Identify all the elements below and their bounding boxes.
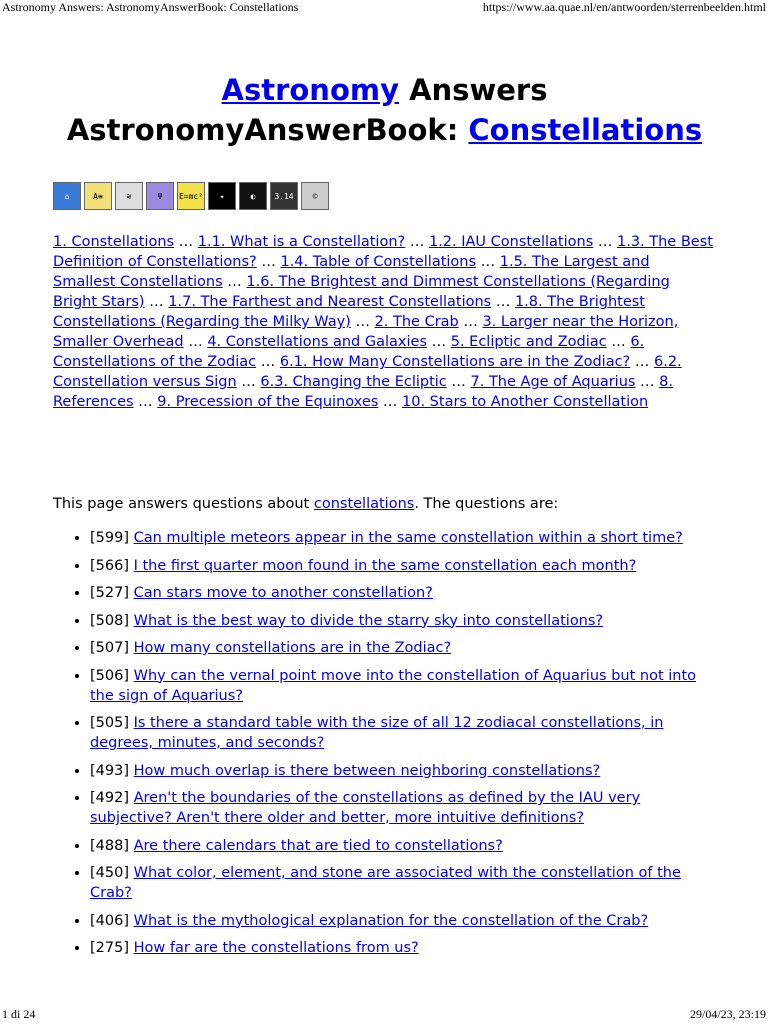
toc-link[interactable]: 1.2. IAU Constellations	[428, 234, 594, 250]
planet-icon[interactable]: ◐	[239, 182, 267, 210]
toc-separator: …	[236, 374, 261, 390]
question-item	[90, 761, 716, 781]
toc-separator: …	[405, 234, 429, 250]
toc-separator: …	[144, 294, 169, 310]
intro-after: . The questions are:	[414, 496, 559, 512]
question-item	[90, 611, 716, 631]
toc-link[interactable]: 2. The Crab	[374, 314, 459, 330]
question-id: [450]	[90, 865, 129, 881]
toc-link[interactable]: 6. Constellations of the Zodiac	[53, 334, 645, 370]
toc-link[interactable]: 1.8. The Brightest Constellations (Regarding the Milky Way)	[53, 294, 645, 330]
pages-icon[interactable]: ≋	[115, 182, 143, 210]
toc-link[interactable]: 5. Ecliptic and Zodiac	[450, 334, 607, 350]
print-datetime: 29/04/23, 23:19	[689, 1007, 766, 1021]
question-link[interactable]: How far are the constellations from us?	[133, 940, 419, 956]
toc-link[interactable]: 9. Precession of the Equinoxes	[157, 394, 379, 410]
print-header-url: https://www.aa.quae.nl/en/antwoorden/sterrenbeelden.html	[482, 0, 766, 14]
question-id: [406]	[90, 912, 129, 929]
question-link[interactable]: Is there a standard table with the size of all 12 zodiacal constellations, in degrees, minutes, and seconds?	[90, 715, 664, 751]
stars-icon[interactable]: ✦	[208, 182, 236, 210]
toc-separator: …	[491, 294, 515, 310]
question-item	[90, 713, 716, 753]
toc-separator: …	[350, 314, 375, 330]
toc-separator: …	[630, 354, 654, 370]
toc-link[interactable]: 4. Constellations and Galaxies	[207, 334, 427, 350]
question-id: [566]	[90, 557, 129, 574]
question-link[interactable]: Can stars move to another constellation?	[133, 585, 433, 601]
toc-separator: …	[427, 334, 451, 350]
question-item	[90, 528, 716, 548]
toc-separator: …	[256, 254, 281, 270]
page-number: 1 di 24	[2, 1007, 36, 1021]
toc-link[interactable]: 6.1. How Many Constellations are in the Zodiac?	[279, 354, 631, 370]
toc-link[interactable]: 3. Larger near the Horizon, Smaller Overhead	[53, 314, 679, 350]
title-text-1: Answers	[399, 73, 548, 107]
toc-link[interactable]: 6.3. Changing the Ecliptic	[260, 374, 447, 390]
toc-link[interactable]: 10. Stars to Another Constellation	[402, 394, 649, 410]
question-link[interactable]: Why can the vernal point move into the constellation of Aquarius but not into the sign of Aquarius?	[90, 667, 697, 704]
questions-list	[53, 528, 716, 966]
question-link[interactable]: How much overlap is there between neighboring constellations?	[133, 762, 601, 779]
question-id: [493]	[90, 762, 129, 779]
toc-link[interactable]: 6.2. Constellation versus Sign	[53, 354, 682, 390]
toc-separator: …	[174, 234, 198, 250]
table-of-contents	[53, 232, 716, 412]
question-id: [506]	[90, 667, 129, 684]
question-id: [599]	[90, 530, 129, 546]
copyright-icon[interactable]: ©	[301, 182, 329, 210]
question-id: [527]	[90, 585, 129, 601]
print-footer	[0, 1007, 768, 1022]
question-id: [505]	[90, 715, 129, 731]
question-link[interactable]: What color, element, and stone are associated with the constellation of the Crab?	[90, 865, 681, 901]
toc-separator: …	[635, 374, 660, 390]
question-link[interactable]: How many constellations are in the Zodiac?	[133, 640, 452, 656]
question-link[interactable]: Are there calendars that are tied to constellations?	[133, 837, 503, 854]
globe-icon[interactable]: ⌂	[53, 182, 81, 210]
toc-separator: …	[378, 394, 403, 410]
astronomy-link[interactable]: Astronomy	[221, 73, 399, 107]
toc-link[interactable]: 1. Constellations	[53, 234, 175, 250]
navigation-icons	[53, 182, 329, 210]
question-link[interactable]: Aren't the boundaries of the constellations as defined by the IAU very subjective? Aren't there older and better, more intuitive definitions?	[90, 790, 641, 826]
toc-separator: …	[222, 274, 247, 290]
dictionary-icon[interactable]: A≡	[84, 182, 112, 210]
constellations-link[interactable]: constellations	[313, 496, 415, 512]
question-id: [275]	[90, 940, 129, 956]
toc-separator: …	[458, 314, 483, 330]
toc-separator: …	[593, 234, 617, 250]
toc-separator: …	[446, 374, 471, 390]
question-item	[90, 863, 716, 903]
question-link[interactable]: I the first quarter moon found in the same constellation each month?	[133, 557, 637, 574]
question-item	[90, 911, 716, 931]
question-item	[90, 556, 716, 576]
toc-link[interactable]: 7. The Age of Aquarius	[470, 374, 636, 390]
question-item	[90, 938, 716, 958]
toc-link[interactable]: 1.1. What is a Constellation?	[197, 234, 406, 250]
ruler-icon[interactable]: Ψ	[146, 182, 174, 210]
question-id: [508]	[90, 612, 129, 629]
question-link[interactable]: Can multiple meteors appear in the same constellation within a short time?	[133, 530, 683, 546]
calculator-icon[interactable]: 3.14	[270, 182, 298, 210]
print-header-title: Astronomy Answers: AstronomyAnswerBook: Constellations	[2, 0, 299, 14]
question-item	[90, 788, 716, 828]
toc-separator: …	[606, 334, 631, 350]
question-item	[90, 836, 716, 856]
toc-separator: …	[183, 334, 208, 350]
toc-link[interactable]: 1.7. The Farthest and Nearest Constellations	[168, 294, 492, 310]
question-id: [488]	[90, 837, 129, 854]
question-id: [507]	[90, 640, 129, 656]
question-link[interactable]: What is the mythological explanation for the constellation of the Crab?	[133, 912, 649, 929]
intro-before: This page answers questions about	[53, 496, 314, 512]
constellations-title-link[interactable]: Constellations	[468, 113, 703, 147]
question-item	[90, 666, 716, 706]
toc-link[interactable]: 8. References	[53, 374, 673, 410]
toc-link[interactable]: 1.5. The Largest and Smallest Constellations	[53, 254, 650, 290]
question-item	[90, 638, 716, 658]
print-header	[0, 0, 768, 15]
toc-link[interactable]: 1.4. Table of Constellations	[280, 254, 477, 270]
page-title	[53, 70, 716, 150]
toc-link[interactable]: 1.3. The Best Definition of Constellations?	[53, 234, 713, 270]
toc-separator: …	[256, 354, 280, 370]
intro-paragraph	[53, 494, 558, 514]
title-text-2: AstronomyAnswerBook:	[66, 113, 469, 147]
formula-icon[interactable]: E=mc²	[177, 182, 205, 210]
toc-separator: …	[133, 394, 158, 410]
question-link[interactable]: What is the best way to divide the starry sky into constellations?	[133, 612, 604, 629]
toc-separator: …	[476, 254, 500, 270]
question-id: [492]	[90, 790, 129, 806]
toc-link[interactable]: 1.6. The Brightest and Dimmest Constellations (Regarding Bright Stars)	[53, 274, 670, 310]
question-item	[90, 583, 716, 603]
